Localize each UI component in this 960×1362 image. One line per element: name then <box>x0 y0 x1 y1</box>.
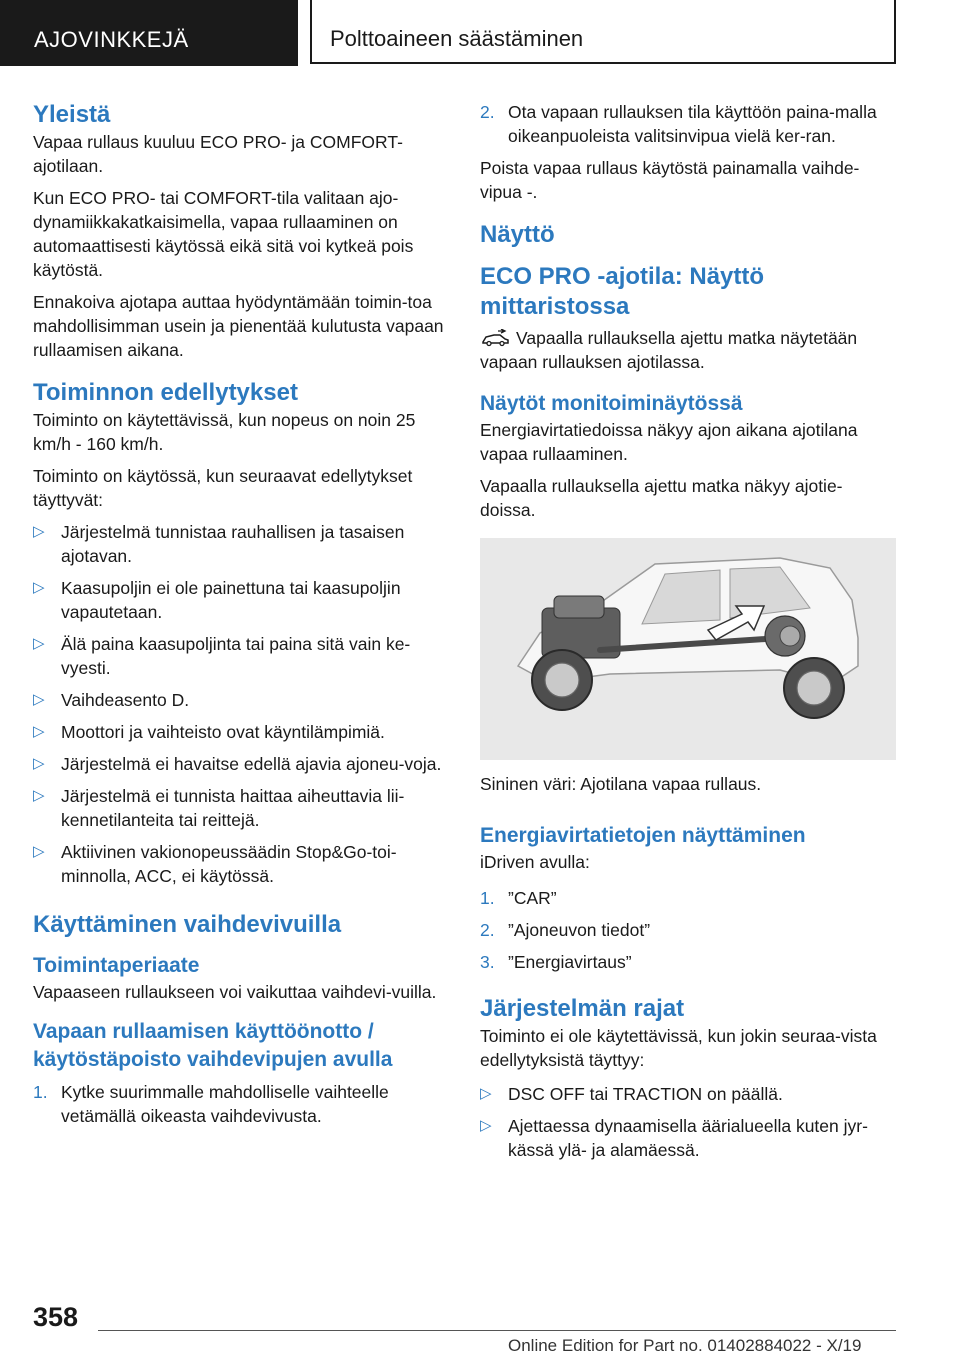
heading-rajat: Järjestelmän rajat <box>480 995 685 1022</box>
list-item: ▷ Älä paina kaasupoljinta tai paina sitä vain ke-vyesti. <box>33 634 411 678</box>
steps-list <box>33 1080 449 1128</box>
triangle-right-outline-icon: ▷ <box>33 843 45 860</box>
heading-toimintaperiaate: Toimintaperiaate <box>33 954 200 977</box>
list-item: ▷ Kaasupoljin ei ole painettuna tai kaasupoljin vapautetaan. <box>33 578 401 622</box>
paragraph: Vapaaseen rullaukseen voi vaikuttaa vaihdevi-vuilla. <box>33 982 437 1002</box>
conditions-list <box>33 520 449 888</box>
paragraph: Toiminto on käytettävissä, kun nopeus on noin 25 km/h - 160 km/h. <box>33 410 416 454</box>
left-column <box>33 100 449 1136</box>
paragraph: Vapaalla rullauksella ajettu matka näkyy ajotie-doissa. <box>480 476 843 520</box>
heading-naytot: Näytöt monitoiminäytössä <box>480 392 743 415</box>
triangle-right-outline-icon: ▷ <box>33 723 45 740</box>
heading-energia: Energiavirtatietojen näyttäminen <box>480 824 806 847</box>
car-illustration-svg <box>480 538 896 760</box>
paragraph: Ennakoiva ajotapa auttaa hyödyntämään toimin-toa mahdollisimman usein ja pienentää kulutusta vapaan rullaamisen aikana. <box>33 292 444 360</box>
step-item: 1. Kytke suurimmalle mahdolliselle vaihteelle vetämällä oikeasta vaihdevivusta. <box>33 1082 389 1126</box>
heading-kayttoonotto: Vapaan rullaamisen käyttöönotto / käytöstäpoisto vaihdevipujen avulla <box>33 1020 393 1071</box>
heading-ecopro: ECO PRO -ajotila: Näyttö mittaristossa <box>480 263 765 320</box>
edition-note: Online Edition for Part no. 01402884022 - X/19 <box>508 1336 862 1355</box>
chapter-title: Polttoaineen säästäminen <box>330 26 584 51</box>
step-item: 1. ”CAR” <box>480 888 557 908</box>
paragraph-with-icon: Vapaalla rullauksella ajettu matka näytetään vapaan rullauksen ajotilassa. <box>480 328 858 372</box>
list-item: ▷ Järjestelmä ei tunnista haittaa aiheuttavia lii-kennetilanteita tai reittejä. <box>33 786 405 830</box>
section-tab <box>0 0 298 66</box>
figure-caption: Sininen väri: Ajotilana vapaa rullaus. <box>480 774 762 794</box>
list-item: ▷ Järjestelmä tunnistaa rauhallisen ja tasaisen ajotavan. <box>33 522 405 566</box>
paragraph: Vapaa rullaus kuuluu ECO PRO- ja COMFORT-ajotilaan. <box>33 132 403 176</box>
triangle-right-outline-icon: ▷ <box>33 635 45 652</box>
heading-yleista: Yleistä <box>33 101 111 128</box>
paragraph: iDriven avulla: <box>480 852 590 872</box>
paragraph: Kun ECO PRO- tai COMFORT-tila valitaan ajo-dynamiikkakatkaisimella, vapaa rullaaminen on automaattisesti käytössä eikä sitä voi kytkeä pois käytöstä. <box>33 188 414 280</box>
triangle-right-outline-icon: ▷ <box>480 1117 492 1134</box>
idrive-steps-list <box>480 886 896 974</box>
limits-list <box>480 1082 896 1162</box>
paragraph: Poista vapaa rullaus käytöstä painamalla vaihde-vipua -. <box>480 158 860 202</box>
step-item: 2. Ota vapaan rullauksen tila käyttöön paina-malla oikeanpuoleista valitsinvipua vielä ker-ran. <box>480 102 877 146</box>
triangle-right-outline-icon: ▷ <box>33 523 45 540</box>
heading-kayttaminen: Käyttäminen vaihdevivuilla <box>33 911 342 938</box>
car-drivetrain-illustration <box>480 538 896 760</box>
triangle-right-outline-icon: ▷ <box>33 579 45 596</box>
triangle-right-outline-icon: ▷ <box>33 755 45 772</box>
list-item: ▷ DSC OFF tai TRACTION on päällä. <box>480 1084 783 1104</box>
paragraph: Toiminto on käytössä, kun seuraavat edellytykset täyttyvät: <box>33 466 413 510</box>
list-item: ▷ Moottori ja vaihteisto ovat käyntilämpimiä. <box>33 722 385 742</box>
steps-list-continued <box>480 100 896 148</box>
step-item: 3. ”Energiavirtaus” <box>480 952 632 972</box>
list-item: ▷ Ajettaessa dynaamisella äärialueella kuten jyr-kässä ylä- ja alamäessä. <box>480 1116 868 1160</box>
chapter-tab <box>310 0 896 64</box>
list-item: ▷ Järjestelmä ei havaitse edellä ajavia ajoneu-voja. <box>33 754 442 774</box>
triangle-right-outline-icon: ▷ <box>33 691 45 708</box>
heading-edellytykset: Toiminnon edellytykset <box>33 379 298 406</box>
list-item: ▷ Vaihdeasento D. <box>33 690 190 710</box>
heading-naytto: Näyttö <box>480 221 555 248</box>
list-item: ▷ Aktiivinen vakionopeussäädin Stop&Go-toi-minnolla, ACC, ei käytössä. <box>33 842 397 886</box>
triangle-right-outline-icon: ▷ <box>33 787 45 804</box>
paragraph: Toiminto ei ole käytettävissä, kun jokin seuraa-vista edellytyksistä täyttyy: <box>480 1026 877 1070</box>
footer-divider <box>98 1330 896 1331</box>
right-column <box>480 100 896 1170</box>
section-title: AJOVINKKEJÄ <box>34 27 189 52</box>
page-number: 358 <box>33 1302 79 1332</box>
step-item: 2. ”Ajoneuvon tiedot” <box>480 920 651 940</box>
paragraph: Energiavirtatiedoissa näkyy ajon aikana ajotilana vapaa rullaaminen. <box>480 420 858 464</box>
coasting-car-icon <box>480 329 510 347</box>
triangle-right-outline-icon: ▷ <box>480 1085 492 1102</box>
